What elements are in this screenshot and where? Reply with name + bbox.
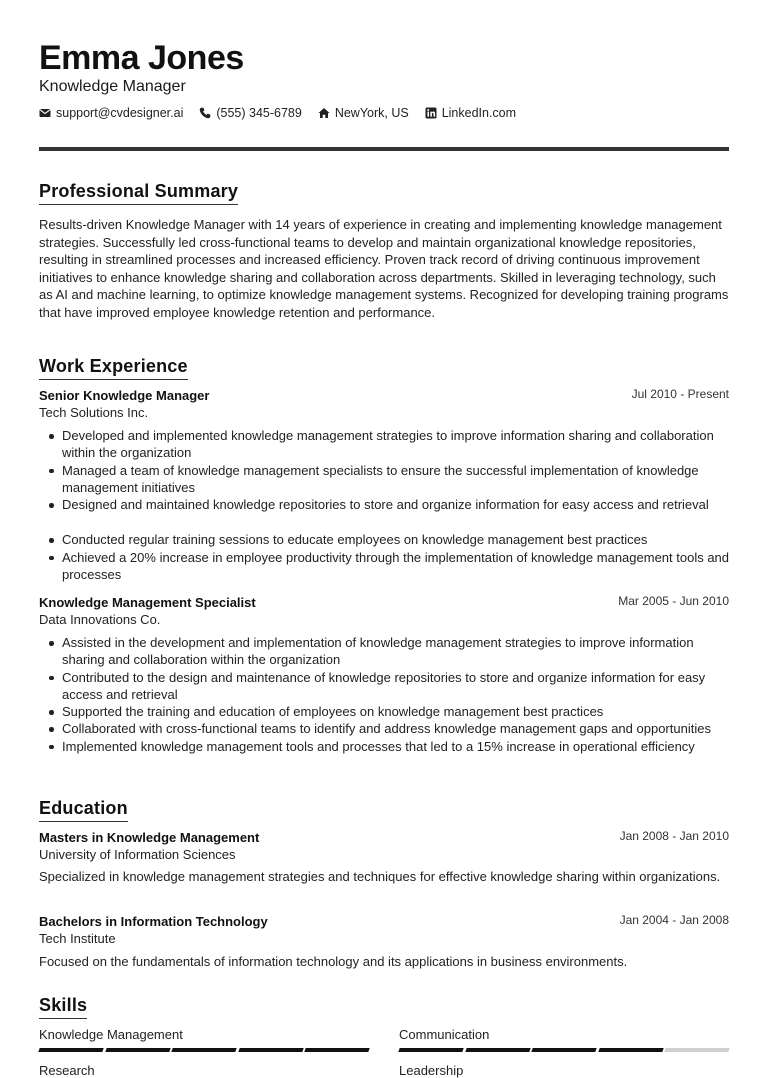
experience-heading: Work Experience (39, 355, 188, 380)
candidate-title: Knowledge Manager (39, 78, 186, 95)
degree-title: Bachelors in Information Technology (39, 914, 268, 929)
degree-dates: Jan 2008 - Jan 2010 (619, 829, 729, 843)
skill-segment-filled (398, 1048, 463, 1052)
skill-item (399, 1026, 729, 1052)
list-item: Implemented knowledge management tools and processes that led to a 15% increase in operational efficiency (39, 738, 729, 755)
candidate-name: Emma Jones (39, 39, 244, 77)
list-item: Assisted in the development and implementation of knowledge management strategies to improve information sharing and collaboration within the organization (39, 634, 729, 669)
skill-segment-filled (105, 1048, 170, 1052)
list-item: Collaborated with cross-functional teams to identify and address knowledge management gaps and opportunities (39, 720, 729, 737)
contact-location-text: NewYork, US (334, 106, 409, 120)
phone-icon (199, 107, 211, 119)
skill-level-bar (399, 1048, 729, 1052)
contact-linkedin-text: LinkedIn.com (441, 106, 517, 120)
skill-segment-empty (665, 1048, 730, 1052)
school-name: University of Information Sciences (39, 847, 236, 862)
skill-segment-filled (531, 1048, 596, 1052)
skill-segment-filled (598, 1048, 663, 1052)
skill-segment-filled (305, 1048, 370, 1052)
contact-phone[interactable] (199, 105, 301, 121)
summary-heading: Professional Summary (39, 180, 238, 205)
skill-item (39, 1062, 369, 1078)
list-item: Achieved a 20% increase in employee productivity through the implementation of knowledge management tools and processes (39, 549, 729, 584)
education-heading: Education (39, 797, 128, 822)
skill-segment-filled (238, 1048, 303, 1052)
job-company: Data Innovations Co. (39, 612, 161, 627)
degree-description: Specialized in knowledge management strategies and techniques for effective knowledge sharing within organizations. (39, 869, 721, 884)
skill-item (399, 1062, 729, 1078)
school-name: Tech Institute (39, 931, 116, 946)
job-company: Tech Solutions Inc. (39, 405, 149, 420)
envelope-icon (39, 107, 51, 119)
skill-name: Research (39, 1063, 95, 1078)
job-bullets (39, 634, 729, 755)
degree-description: Focused on the fundamentals of information technology and its applications in business environments. (39, 954, 628, 969)
contact-row (39, 105, 516, 121)
job-title: Knowledge Management Specialist (39, 595, 256, 610)
skill-name: Communication (399, 1027, 490, 1042)
contact-email-text: support@cvdesigner.ai (56, 106, 184, 120)
skill-item (39, 1026, 369, 1052)
contact-linkedin[interactable] (425, 105, 516, 121)
skill-segment-filled (38, 1048, 103, 1052)
list-item: Designed and maintained knowledge repositories to store and organize information for easy access and retrieval (39, 496, 729, 513)
degree-title: Masters in Knowledge Management (39, 830, 260, 845)
job-bullets (39, 427, 729, 583)
job-dates: Jul 2010 - Present (631, 387, 729, 401)
header-divider (39, 147, 729, 151)
contact-phone-text: (555) 345-6789 (216, 106, 302, 120)
job-title: Senior Knowledge Manager (39, 388, 210, 403)
job-dates: Mar 2005 - Jun 2010 (618, 594, 729, 608)
list-item: Conducted regular training sessions to educate employees on knowledge management best practices (39, 531, 729, 548)
list-item: Managed a team of knowledge management specialists to ensure the successful implementation of knowledge management initiatives (39, 462, 729, 497)
list-item: Developed and implemented knowledge management strategies to improve information sharing and collaboration within the organization (39, 427, 729, 462)
summary-text: Results-driven Knowledge Manager with 14 years of experience in creating and implementing knowledge management strategies. Successfully led cross-functional teams to develop and maintain organizational knowledge repositories, resulting in streamlined processes and increased efficiency. Proven track record of driving continuous improvement initiatives to enhance knowledge sharing and collaboration across departments. Skilled in leveraging technology, such as AI and machine learning, to optimize knowledge management systems. Recognized for developing training programs that have improved employee knowledge retention and performance. (39, 217, 729, 320)
contact-location (318, 105, 409, 121)
skill-name: Knowledge Management (39, 1027, 183, 1042)
skill-segment-filled (465, 1048, 530, 1052)
degree-dates: Jan 2004 - Jan 2008 (619, 913, 729, 927)
contact-email[interactable] (39, 105, 183, 121)
skill-name: Leadership (399, 1063, 464, 1078)
linkedin-icon (425, 107, 437, 119)
list-item: Supported the training and education of employees on knowledge management best practices (39, 703, 729, 720)
home-icon (318, 107, 330, 119)
skills-heading: Skills (39, 994, 87, 1019)
skill-level-bar (39, 1048, 369, 1052)
list-item: Contributed to the design and maintenance of knowledge repositories to store and organize information for easy access and retrieval (39, 669, 729, 704)
skill-segment-filled (171, 1048, 236, 1052)
